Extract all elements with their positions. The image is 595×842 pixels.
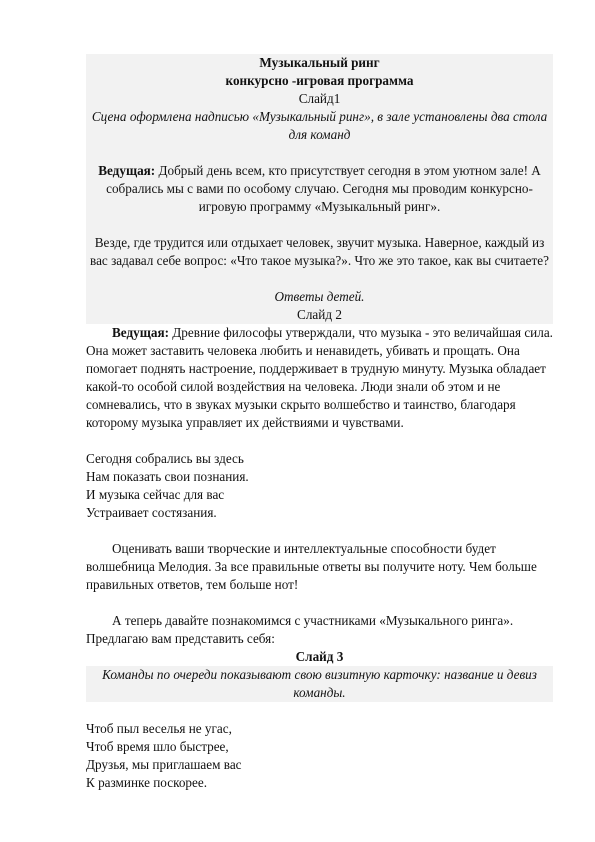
- philosophers-paragraph: [86, 324, 553, 432]
- teams-description: Команды по очереди показывают свою визитную карточку: название и девиз команды.: [102, 667, 537, 700]
- speaker-label: Ведущая:: [112, 325, 169, 340]
- poem-line: Нам показать свои познания.: [86, 469, 249, 484]
- poem-line: Друзья, мы приглашаем вас: [86, 757, 242, 772]
- poem-1: [86, 450, 553, 522]
- poem-line: Чтоб время шло быстрее,: [86, 739, 229, 754]
- slide-label-1: Слайд1: [298, 91, 341, 106]
- slide-label-2: Слайд 2: [297, 307, 342, 322]
- participants-paragraph: А теперь давайте познакомимся с участниками «Музыкального ринга». Предлагаю вам представить себя:: [86, 613, 514, 646]
- poem-2: [86, 720, 553, 792]
- teams-block: [86, 666, 553, 702]
- children-answers: Ответы детей.: [274, 289, 365, 304]
- philosophers-text: Древние философы утверждали, что музыка - это величайшая сила. Она может заставить человека любить и ненавидеть, убивать и прощать. Она помогает поднять настроение, поддерживает в трудную минуту. Музыка обладает какой-то особой силой воздействия на человека. Люди знали об этом и не сомневались, что в звуках музыки скрыто волшебство и таинство, благодаря которому музыка управляет их действиями и чувствами.: [86, 325, 553, 430]
- intro-text: Добрый день всем, кто присутствует сегодня в этом уютном зале! А собрались мы с вами по особому случаю. Сегодня мы проводим конкурсно-игровую программу «Музыкальный ринг».: [106, 163, 541, 214]
- header-block: [86, 54, 553, 324]
- document-subtitle: конкурсно -игровая программа: [225, 73, 414, 88]
- poem-line: И музыка сейчас для вас: [86, 487, 225, 502]
- melody-paragraph: Оценивать ваши творческие и интеллектуальные способности будет волшебница Мелодия. За все правильные ответы вы получите ноту. Чем больше правильных ответов, тем больше нот!: [86, 541, 537, 592]
- poem-line: К разминке поскорее.: [86, 775, 208, 790]
- scene-description: Сцена оформлена надписью «Музыкальный ринг», в зале установлены два стола для команд: [91, 109, 548, 142]
- document-page: [86, 54, 553, 792]
- document-title: Музыкальный ринг: [259, 55, 380, 70]
- speaker-label: Ведущая:: [98, 163, 156, 178]
- music-question-paragraph: Везде, где трудится или отдыхает человек, звучит музыка. Наверное, каждый из вас задавал себе вопрос: «Что такое музыка?». Что же это такое, как вы считаете?: [90, 235, 549, 268]
- poem-line: Устраивает состязания.: [86, 505, 217, 520]
- poem-line: Сегодня собрались вы здесь: [86, 451, 244, 466]
- slide-label-3: Слайд 3: [295, 649, 344, 664]
- intro-paragraph: [88, 162, 551, 216]
- poem-line: Чтоб пыл веселья не угас,: [86, 721, 232, 736]
